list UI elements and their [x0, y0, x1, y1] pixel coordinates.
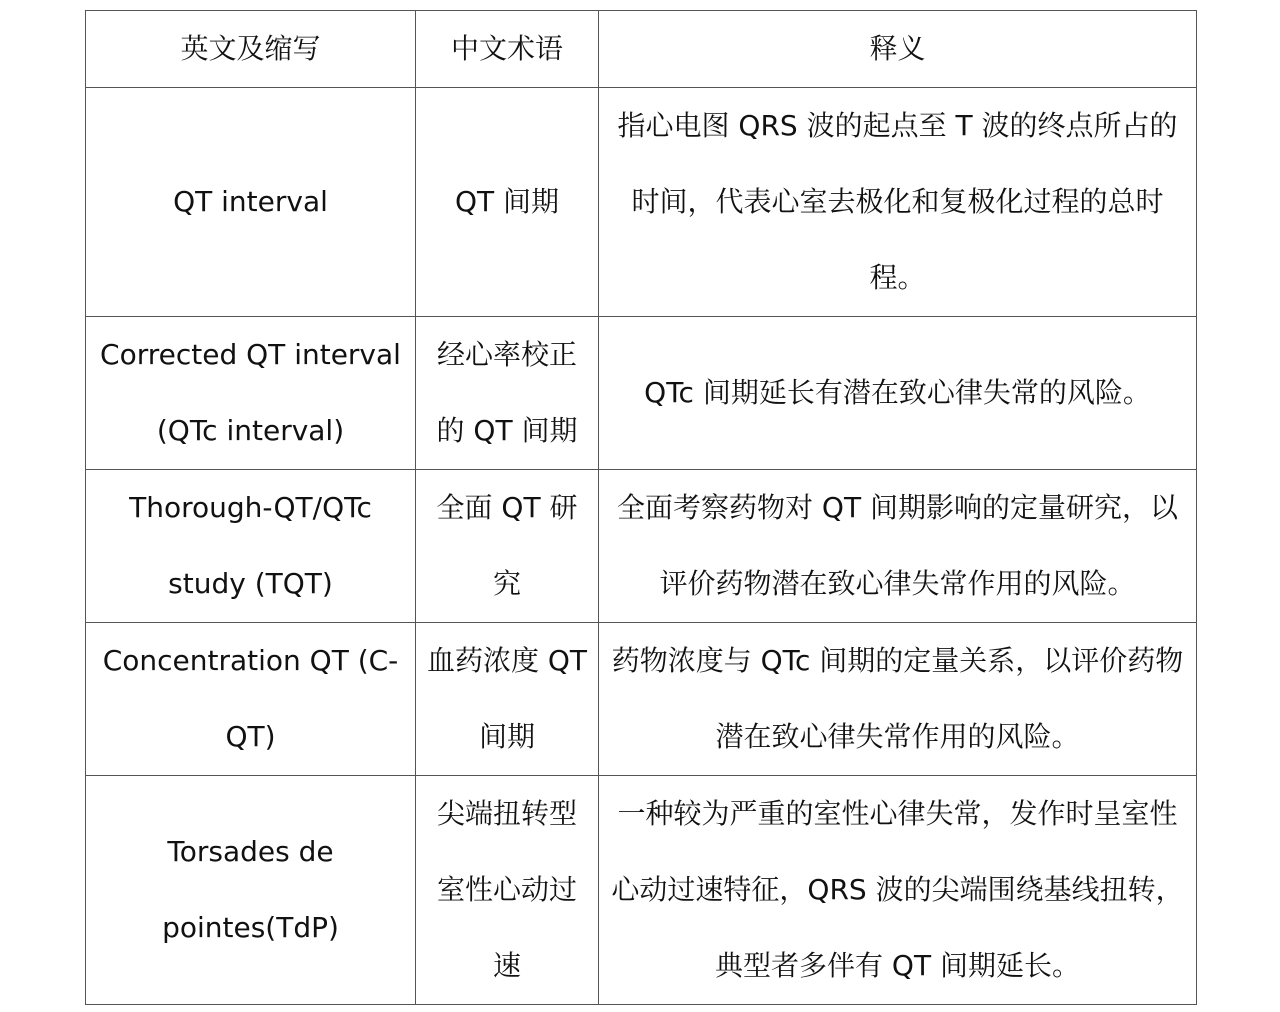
definition: 一种较为严重的室性心律失常，发作时呈室性心动过速特征，QRS 波的尖端围绕基线扭转，典型者多伴有 QT 间期延长。: [599, 776, 1197, 1005]
definition: 指心电图 QRS 波的起点至 T 波的终点所占的时间，代表心室去极化和复极化过程的总时程。: [599, 88, 1197, 317]
table-row: [86, 623, 1197, 776]
header-definition: 释义: [599, 11, 1197, 88]
chinese-term: 血药浓度 QT 间期: [416, 623, 599, 776]
english-term: QT interval: [86, 88, 416, 317]
glossary-table: [85, 10, 1197, 1005]
header-chinese: 中文术语: [416, 11, 599, 88]
chinese-term: QT 间期: [416, 88, 599, 317]
english-term: Thorough-QT/QTc study (TQT): [86, 470, 416, 623]
english-term: Torsades de pointes(TdP): [86, 776, 416, 1005]
chinese-term: 尖端扭转型室性心动过速: [416, 776, 599, 1005]
chinese-term: 全面 QT 研究: [416, 470, 599, 623]
table-row: [86, 88, 1197, 317]
header-english: 英文及缩写: [86, 11, 416, 88]
table-header-row: [86, 11, 1197, 88]
table-row: [86, 776, 1197, 1005]
english-term: Concentration QT (C-QT): [86, 623, 416, 776]
definition: QTc 间期延长有潜在致心律失常的风险。: [599, 317, 1197, 470]
table-row: [86, 470, 1197, 623]
chinese-term: 经心率校正的 QT 间期: [416, 317, 599, 470]
definition: 全面考察药物对 QT 间期影响的定量研究，以评价药物潜在致心律失常作用的风险。: [599, 470, 1197, 623]
table-row: [86, 317, 1197, 470]
english-term: Corrected QT interval (QTc interval): [86, 317, 416, 470]
definition: 药物浓度与 QTc 间期的定量关系，以评价药物潜在致心律失常作用的风险。: [599, 623, 1197, 776]
